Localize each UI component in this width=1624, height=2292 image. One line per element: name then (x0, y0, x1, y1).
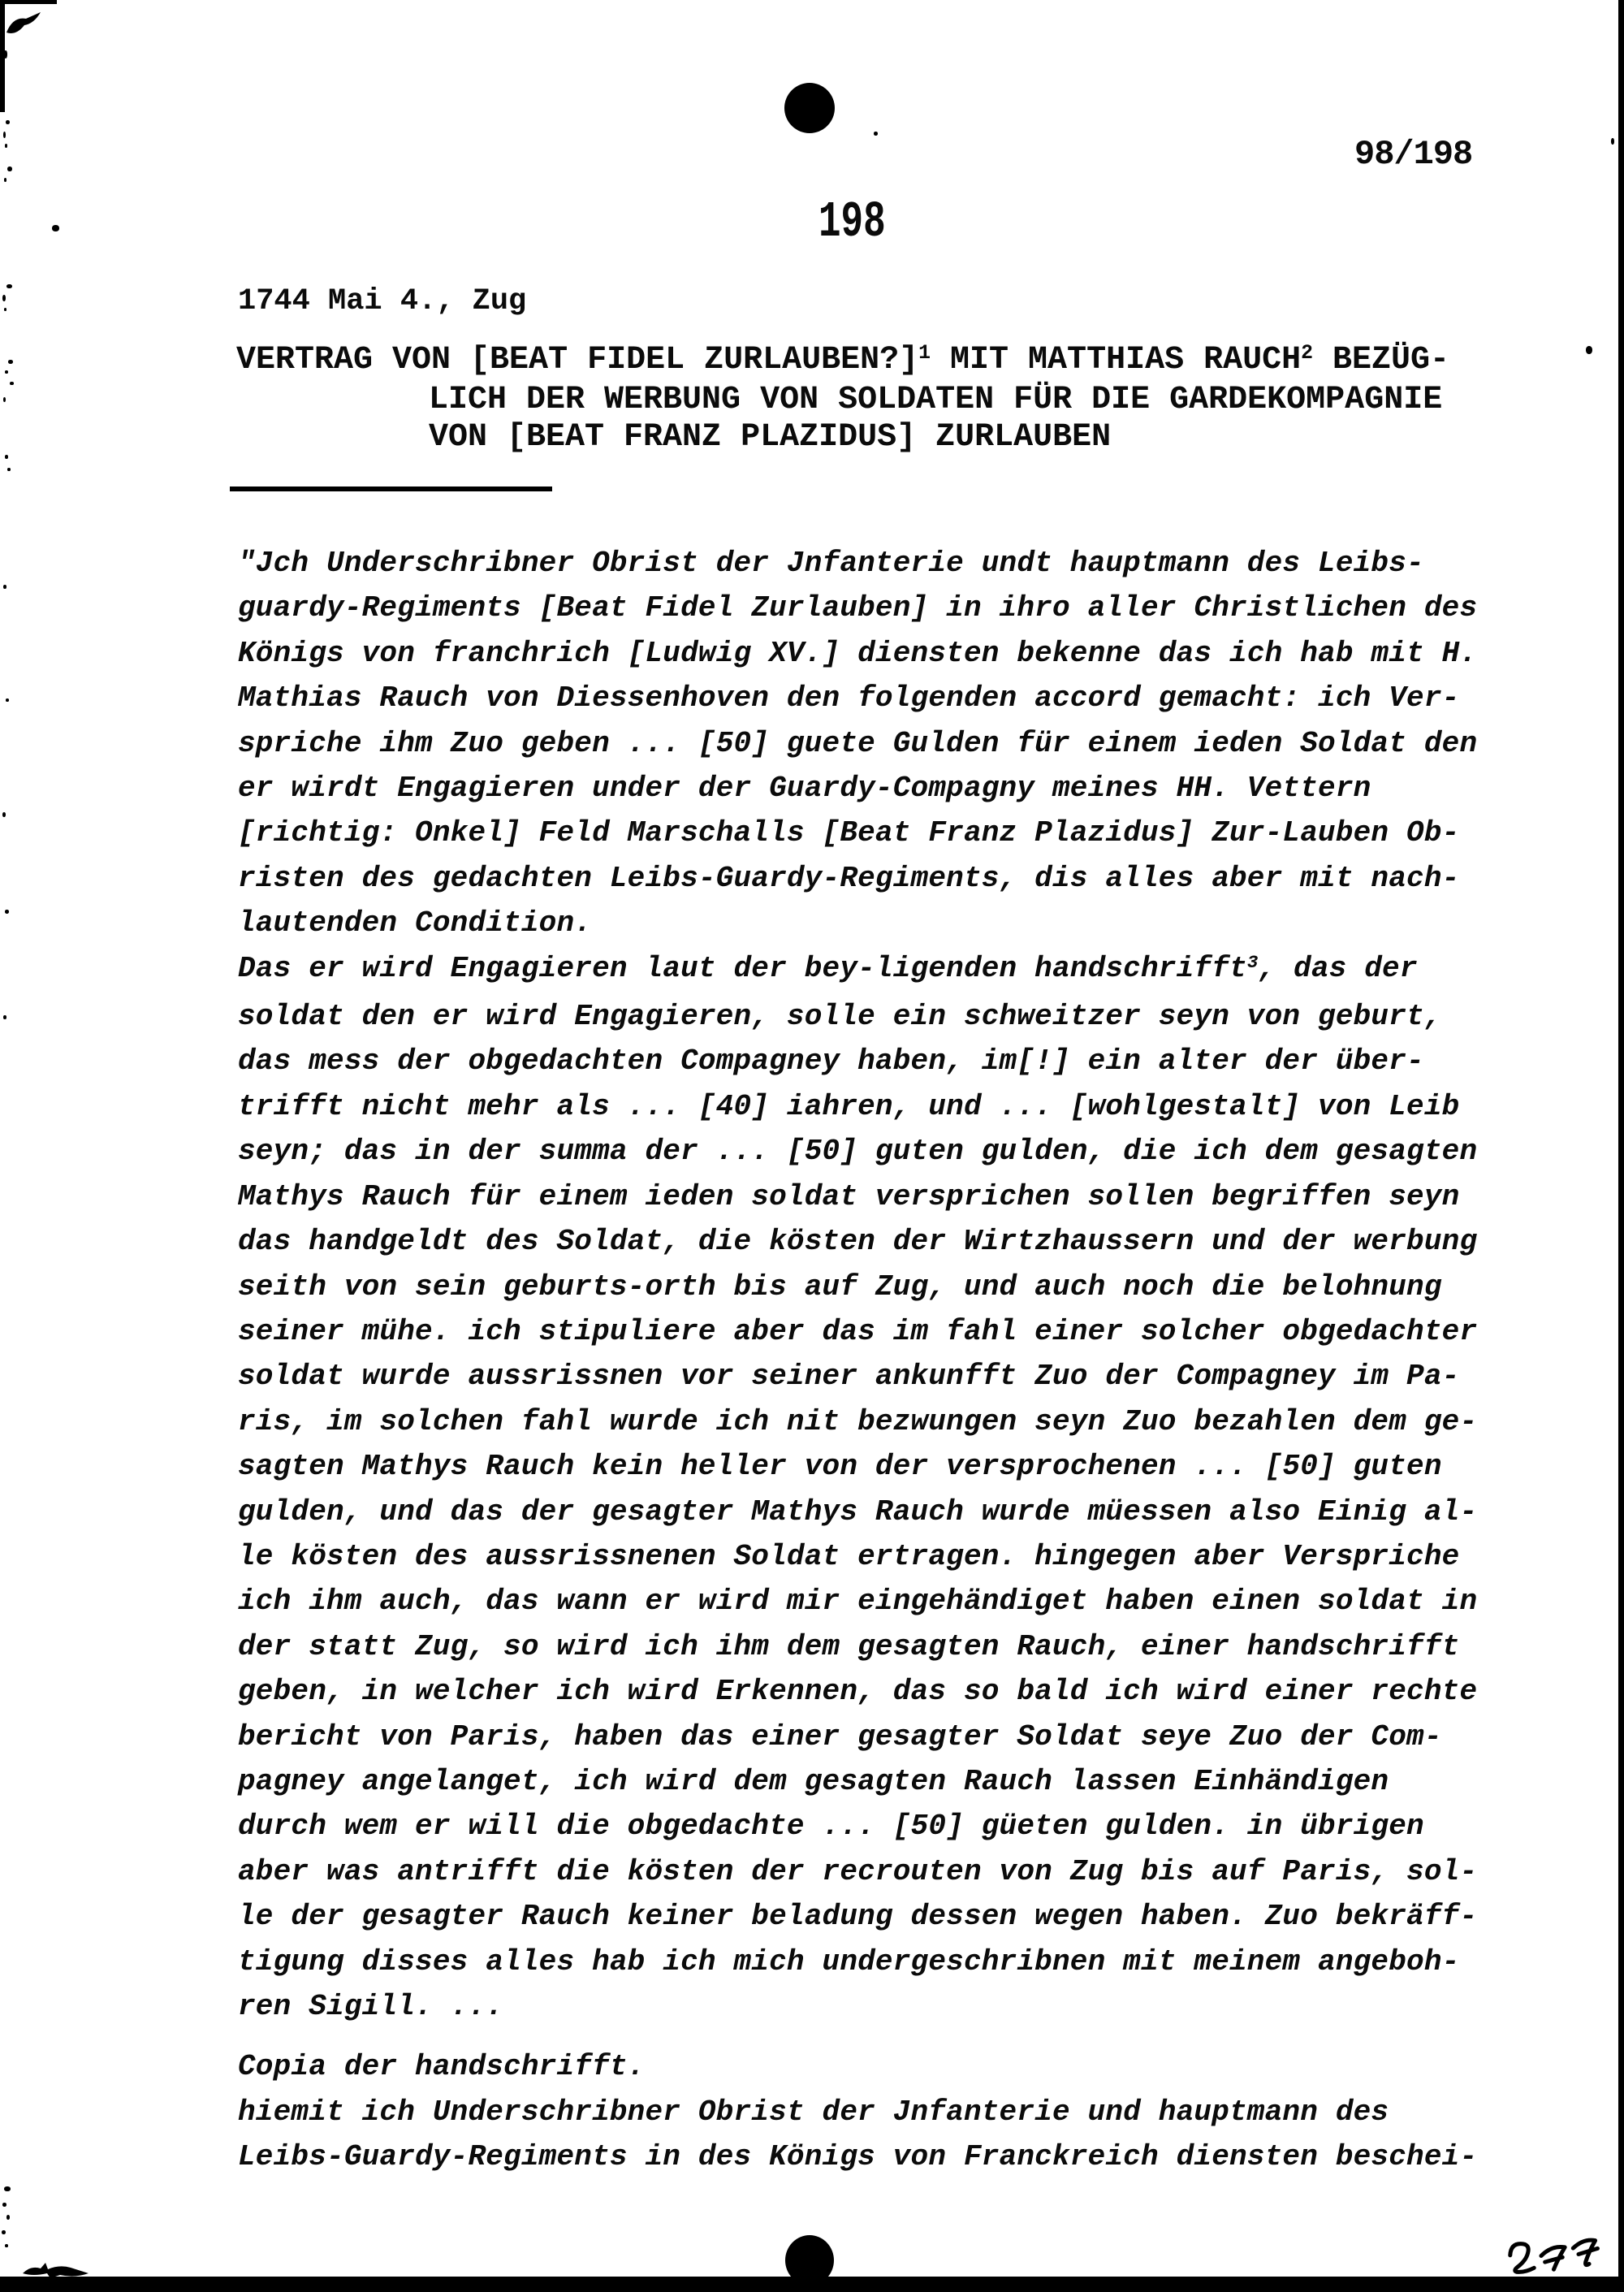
body-line: Königs von franchrich [Ludwig XV.] diensten bekenne das ich hab mit H. (238, 636, 1478, 670)
scan-speck (7, 468, 11, 471)
body-line: ris, im solchen fahl wurde ich nit bezwungen seyn Zuo bezahlen dem ge- (238, 1404, 1478, 1438)
body-line: das handgeldt des Soldat, die kösten der Wirtzhaussern und der werbung (238, 1225, 1478, 1259)
body-line: geben, in welcher ich wird Erkennen, das so bald ich wird einer rechte (238, 1675, 1478, 1709)
scan-speck (8, 360, 13, 364)
scan-blot-top-left (3, 10, 52, 42)
scan-speck (4, 178, 6, 182)
body-line: Mathys Rauch für einem ieden soldat versprichen sollen begriffen seyn (238, 1179, 1460, 1213)
body-line: seyn; das in der summa der ... [50] guten gulden, die ich dem gesagten (238, 1135, 1478, 1169)
body-line: trifft nicht mehr als ... [40] iahren, und ... [wohlgestalt] von Leib (238, 1089, 1460, 1123)
scan-speck (6, 2215, 10, 2220)
title-line: LICH DER WERBUNG VON SOLDATEN FÜR DIE GARDEKOMPAGNIE (429, 382, 1443, 418)
scan-speck (1611, 138, 1614, 145)
body-line: "Jch Underschribner Obrist der Jnfanterie undt hauptmann des Leibs- (238, 547, 1424, 580)
scan-speck (7, 166, 12, 171)
scan-speck (874, 132, 878, 136)
body-line: der statt Zug, so wird ich ihm dem gesagten Rauch, einer handschrifft (238, 1629, 1460, 1663)
body-line: das mess der obgedachten Compagney haben, im[!] ein alter der über- (238, 1044, 1424, 1079)
body-line: [richtig: Onkel] Feld Marschalls [Beat Franz Plazidus] Zur-Lauben Ob- (238, 816, 1460, 850)
scan-speck (3, 1015, 6, 1019)
handwritten-note (1502, 2227, 1608, 2284)
body-line: ren Sigill. ... (238, 1990, 504, 2023)
body-line: ich ihm auch, das wann er wird mir eingehändiget haben einen soldat in (238, 1585, 1478, 1619)
folio-number: 98/198 (1354, 135, 1473, 174)
scan-speck (3, 585, 6, 589)
body-line: guardy-Regiments [Beat Fidel Zurlauben] in ihro aller Christlichen des (238, 591, 1478, 625)
body-line: Mathias Rauch von Diessenhoven den folgenden accord gemacht: ich Ver- (238, 681, 1460, 716)
body-line: durch wem er will die obgedachte ... [50] güeten gulden. in übrigen (238, 1810, 1424, 1844)
body-line: soldat wurde aussrissnen vor seiner ankunfft Zuo der Compagney im Pa- (238, 1360, 1460, 1394)
body-line: tigung disses alles hab ich mich undergeschribnen mit meinem angeboh- (238, 1944, 1460, 1978)
date-line: 1744 Mai 4., Zug (238, 284, 527, 318)
scan-speck (1586, 346, 1592, 354)
document-title (236, 342, 1552, 456)
body-line: er wirdt Engagieren under der Guardy-Compagny meines HH. Vettern (238, 772, 1371, 806)
body-line: lautenden Condition. (238, 906, 593, 941)
scan-speck (3, 132, 6, 138)
scan-speck (3, 397, 6, 402)
body-line: hiemit ich Underschribner Obrist der Jnfanterie und hauptmann des (238, 2095, 1389, 2129)
scan-speck (5, 370, 8, 374)
scan-speck (10, 382, 14, 385)
scan-edge-top (0, 0, 57, 4)
scan-speck (2, 65, 5, 71)
scan-speck (2, 2203, 6, 2207)
scan-speck (4, 2186, 11, 2191)
scan-speck (2, 812, 6, 817)
scan-speck (5, 144, 7, 148)
scan-edge-bottom (0, 2277, 1624, 2292)
scan-speck (6, 698, 9, 702)
body-line: Copia der handschrifft. (238, 2050, 646, 2084)
punch-hole-top-icon (784, 83, 835, 133)
body-line: gulden, und das der gesagter Mathys Rauch wurde müessen also Einig al- (238, 1494, 1478, 1529)
body-line: soldat den er wird Engagieren, solle ein schweitzer seyn von geburt, (238, 1000, 1442, 1034)
body-line: risten des gedachten Leibs-Guardy-Regiments, dis alles aber mit nach- (238, 861, 1460, 895)
scan-speck (5, 910, 9, 914)
scan-edge-right (1618, 0, 1624, 2292)
scan-speck (2, 295, 6, 301)
scan-speck (5, 2244, 8, 2247)
scan-speck (52, 225, 59, 231)
scan-speck (5, 455, 8, 459)
body-line: seiner mühe. ich stipuliere aber das im fahl einer solcher obgedachter (238, 1314, 1478, 1348)
body-line: pagney angelanget, ich wird dem gesagten Rauch lassen Einhändigen (238, 1764, 1389, 1798)
body-line: aber was antrifft die kösten der recrouten von Zug bis auf Paris, sol- (238, 1854, 1478, 1888)
body-line: sagten Mathys Rauch kein heller von der versprochenen ... [50] guten (238, 1450, 1442, 1484)
body-line: Leibs-Guardy-Regiments in des Königs von Franckreich diensten beschei- (238, 2140, 1478, 2174)
body-line: le der gesagter Rauch keiner beladung dessen wegen haben. Zuo bekräff- (238, 1900, 1478, 1934)
scan-blot-bottom-left (19, 2257, 97, 2283)
scan-speck (4, 50, 7, 58)
page-number: 198 (818, 193, 886, 251)
body-line: bericht von Paris, haben das einer gesagter Soldat seye Zuo der Com- (238, 1719, 1442, 1754)
body-text (238, 541, 1553, 2180)
scan-speck (6, 284, 12, 288)
scan-speck (2, 2230, 6, 2234)
title-line: VERTRAG VON [BEAT FIDEL ZURLAUBEN?]$^1$ MIT MATTHIAS RAUCH$^2$ BEZÜG- (236, 341, 1450, 378)
body-line: spriche ihm Zuo geben ... [50] guete Gulden für einem ieden Soldat den (238, 726, 1478, 760)
scan-speck (6, 120, 10, 124)
title-line: VON [BEAT FRANZ PLAZIDUS] ZURLAUBEN (429, 419, 1112, 456)
title-underline (230, 487, 552, 491)
handwritten-277-glyphs (1502, 2227, 1608, 2284)
body-line: le kösten des aussrissnenen Soldat ertragen. hingegen aber Verspriche (238, 1539, 1460, 1573)
scan-speck (4, 308, 6, 311)
body-line: seith von sein geburts-orth bis auf Zug, und auch noch die belohnung (238, 1269, 1442, 1304)
body-line: Das er wird Engagieren laut der bey-ligenden handschrifft$^3$, das der (238, 951, 1418, 985)
